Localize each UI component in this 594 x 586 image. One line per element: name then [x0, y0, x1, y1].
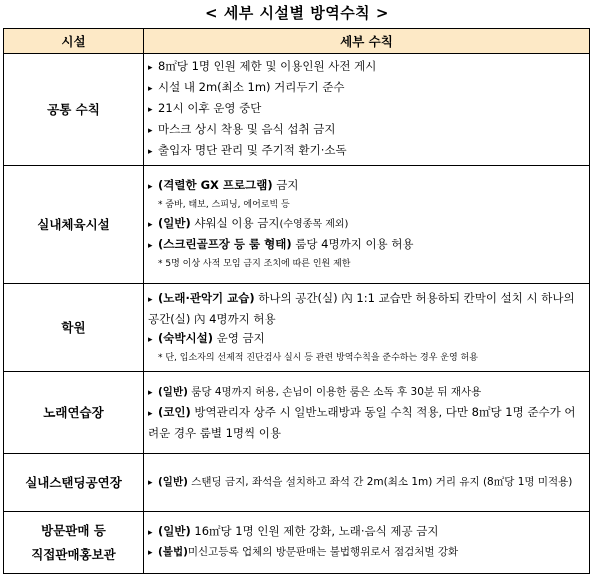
rule-item: [148, 522, 583, 543]
details-cell: [144, 454, 590, 512]
rule-note: * 줌바, 태보, 스피닝, 에어로빅 등: [158, 200, 290, 210]
rule-item: [148, 473, 583, 493]
bullet-icon: ▸: [148, 147, 153, 157]
bullet-icon: ▸: [148, 294, 153, 305]
rule-text: 출입자 명단 관리 및 주기적 환기·소독: [158, 143, 347, 157]
rule-text: 하나의 공간(실) 內 1:1 교습만 허용하되 칸막이 설치 시 하나의 공간(실) 內 4명까지 허용: [148, 290, 575, 326]
facility-cell: [4, 512, 144, 574]
details-cell: [144, 284, 590, 372]
facility-name: 직접판매홍보관: [31, 546, 116, 562]
bullet-icon: ▸: [148, 528, 153, 538]
rule-category: (스크린골프장 등 룸 형태): [158, 237, 292, 251]
rule-category: (숙박시설): [158, 330, 213, 345]
facility-name: 실내체육시설: [37, 216, 110, 232]
bullet-icon: ▸: [148, 334, 153, 345]
bullet-icon: ▸: [148, 63, 153, 73]
table-row: [4, 284, 590, 372]
bullet-icon: ▸: [148, 126, 153, 136]
rule-item: [148, 235, 583, 256]
facility-cell: [4, 454, 144, 512]
bullet-icon: ▸: [148, 477, 153, 488]
rule-text: 방역관리자 상주 시 일반노래방과 동일 수칙 적용, 다만 8㎡당 1명 준수가 어려운 경우 룸별 1명씩 이용: [148, 404, 576, 440]
details-cell: [144, 372, 590, 454]
table-row: [4, 54, 590, 166]
header-facility: 시설: [4, 29, 144, 54]
details-cell: [144, 54, 590, 166]
rule-exception: (수영종목 제외): [279, 219, 349, 230]
rule-category: (일반): [158, 524, 191, 538]
page-title: < 세부 시설별 방역수칙 >: [205, 4, 389, 22]
facility-name: 실내스탠딩공연장: [25, 474, 122, 490]
facility-cell: [4, 166, 144, 284]
bullet-icon: ▸: [148, 241, 153, 251]
bullet-icon: ▸: [148, 548, 153, 558]
rule-text: 샤워실 이용 금지: [190, 216, 280, 230]
table-row: [4, 512, 590, 574]
bullet-icon: ▸: [148, 387, 153, 398]
header-details: 세부 수칙: [144, 29, 590, 54]
rule-item: [148, 403, 583, 443]
rule-item: [148, 543, 583, 563]
quarantine-rules-table: [3, 28, 590, 574]
rule-note: * 단, 입소자의 선제적 진단검사 실시 등 관련 방역수칙을 준수하는 경우 운영 허용: [158, 352, 478, 363]
rule-item: [148, 99, 583, 120]
rule-item: [148, 141, 583, 162]
rule-text: 룸당 4명까지 허용, 손님이 이용한 룸은 소독 후 30분 뒤 재사용: [187, 385, 482, 398]
rule-item: [148, 120, 583, 141]
details-cell: [144, 166, 590, 284]
rule-item: [148, 329, 583, 350]
bullet-icon: ▸: [148, 84, 153, 94]
rule-text: 스탠딩 금지, 좌석을 설치하고 좌석 간 2m(최소 1m) 거리 유지 (8㎡당 1명 미적용): [187, 475, 573, 488]
rule-text: 21시 이후 운영 중단: [158, 101, 262, 115]
table-row: [4, 372, 590, 454]
table-row: [4, 454, 590, 512]
rule-category: (불법): [158, 546, 188, 558]
rule-category: (격렬한 GX 프로그램): [158, 178, 273, 192]
bullet-icon: ▸: [148, 105, 153, 115]
facility-name: 공통 수칙: [47, 101, 100, 117]
rule-item: [148, 289, 583, 329]
rule-item: [148, 176, 583, 197]
rule-text: 룸당 4명까지 이용 허용: [291, 237, 414, 251]
rule-text: 운영 금지: [212, 330, 265, 345]
table-row: [4, 166, 590, 284]
rule-text: 마스크 상시 착용 및 음식 섭취 금지: [158, 122, 336, 136]
facility-cell: [4, 284, 144, 372]
facility-cell: [4, 54, 144, 166]
rule-item: [148, 78, 583, 99]
rule-text: 8㎡당 1명 인원 제한 및 이용인원 사전 게시: [158, 59, 377, 73]
rule-category: (노래·관악기 교습): [158, 290, 255, 305]
facility-name: 방문판매 등: [41, 522, 106, 538]
rule-category: (일반): [158, 475, 188, 488]
bullet-icon: ▸: [148, 408, 153, 419]
rule-category: (일반): [158, 385, 188, 398]
facility-cell: [4, 372, 144, 454]
rule-category: (코인): [158, 404, 191, 419]
rule-item: [148, 57, 583, 78]
rule-note: * 5명 이상 사적 모임 금지 조치에 따른 인원 제한: [158, 259, 351, 269]
rule-category: (일반): [158, 216, 191, 230]
rule-text: 미신고등록 업체의 방문판매는 불법행위로서 점검처벌 강화: [187, 546, 459, 558]
facility-name: 노래연습장: [43, 404, 104, 420]
rule-text: 16㎡당 1명 인원 제한 강화, 노래·음식 제공 금지: [190, 524, 439, 538]
rule-item: [148, 383, 583, 403]
rule-text: 금지: [272, 178, 299, 192]
rule-text: 시설 내 2m(최소 1m) 거리두기 준수: [158, 80, 345, 94]
details-cell: [144, 512, 590, 574]
rule-item: [148, 214, 583, 235]
facility-name: 학원: [61, 319, 86, 335]
bullet-icon: ▸: [148, 220, 153, 230]
bullet-icon: ▸: [148, 182, 153, 192]
table-header-row: [4, 29, 590, 54]
